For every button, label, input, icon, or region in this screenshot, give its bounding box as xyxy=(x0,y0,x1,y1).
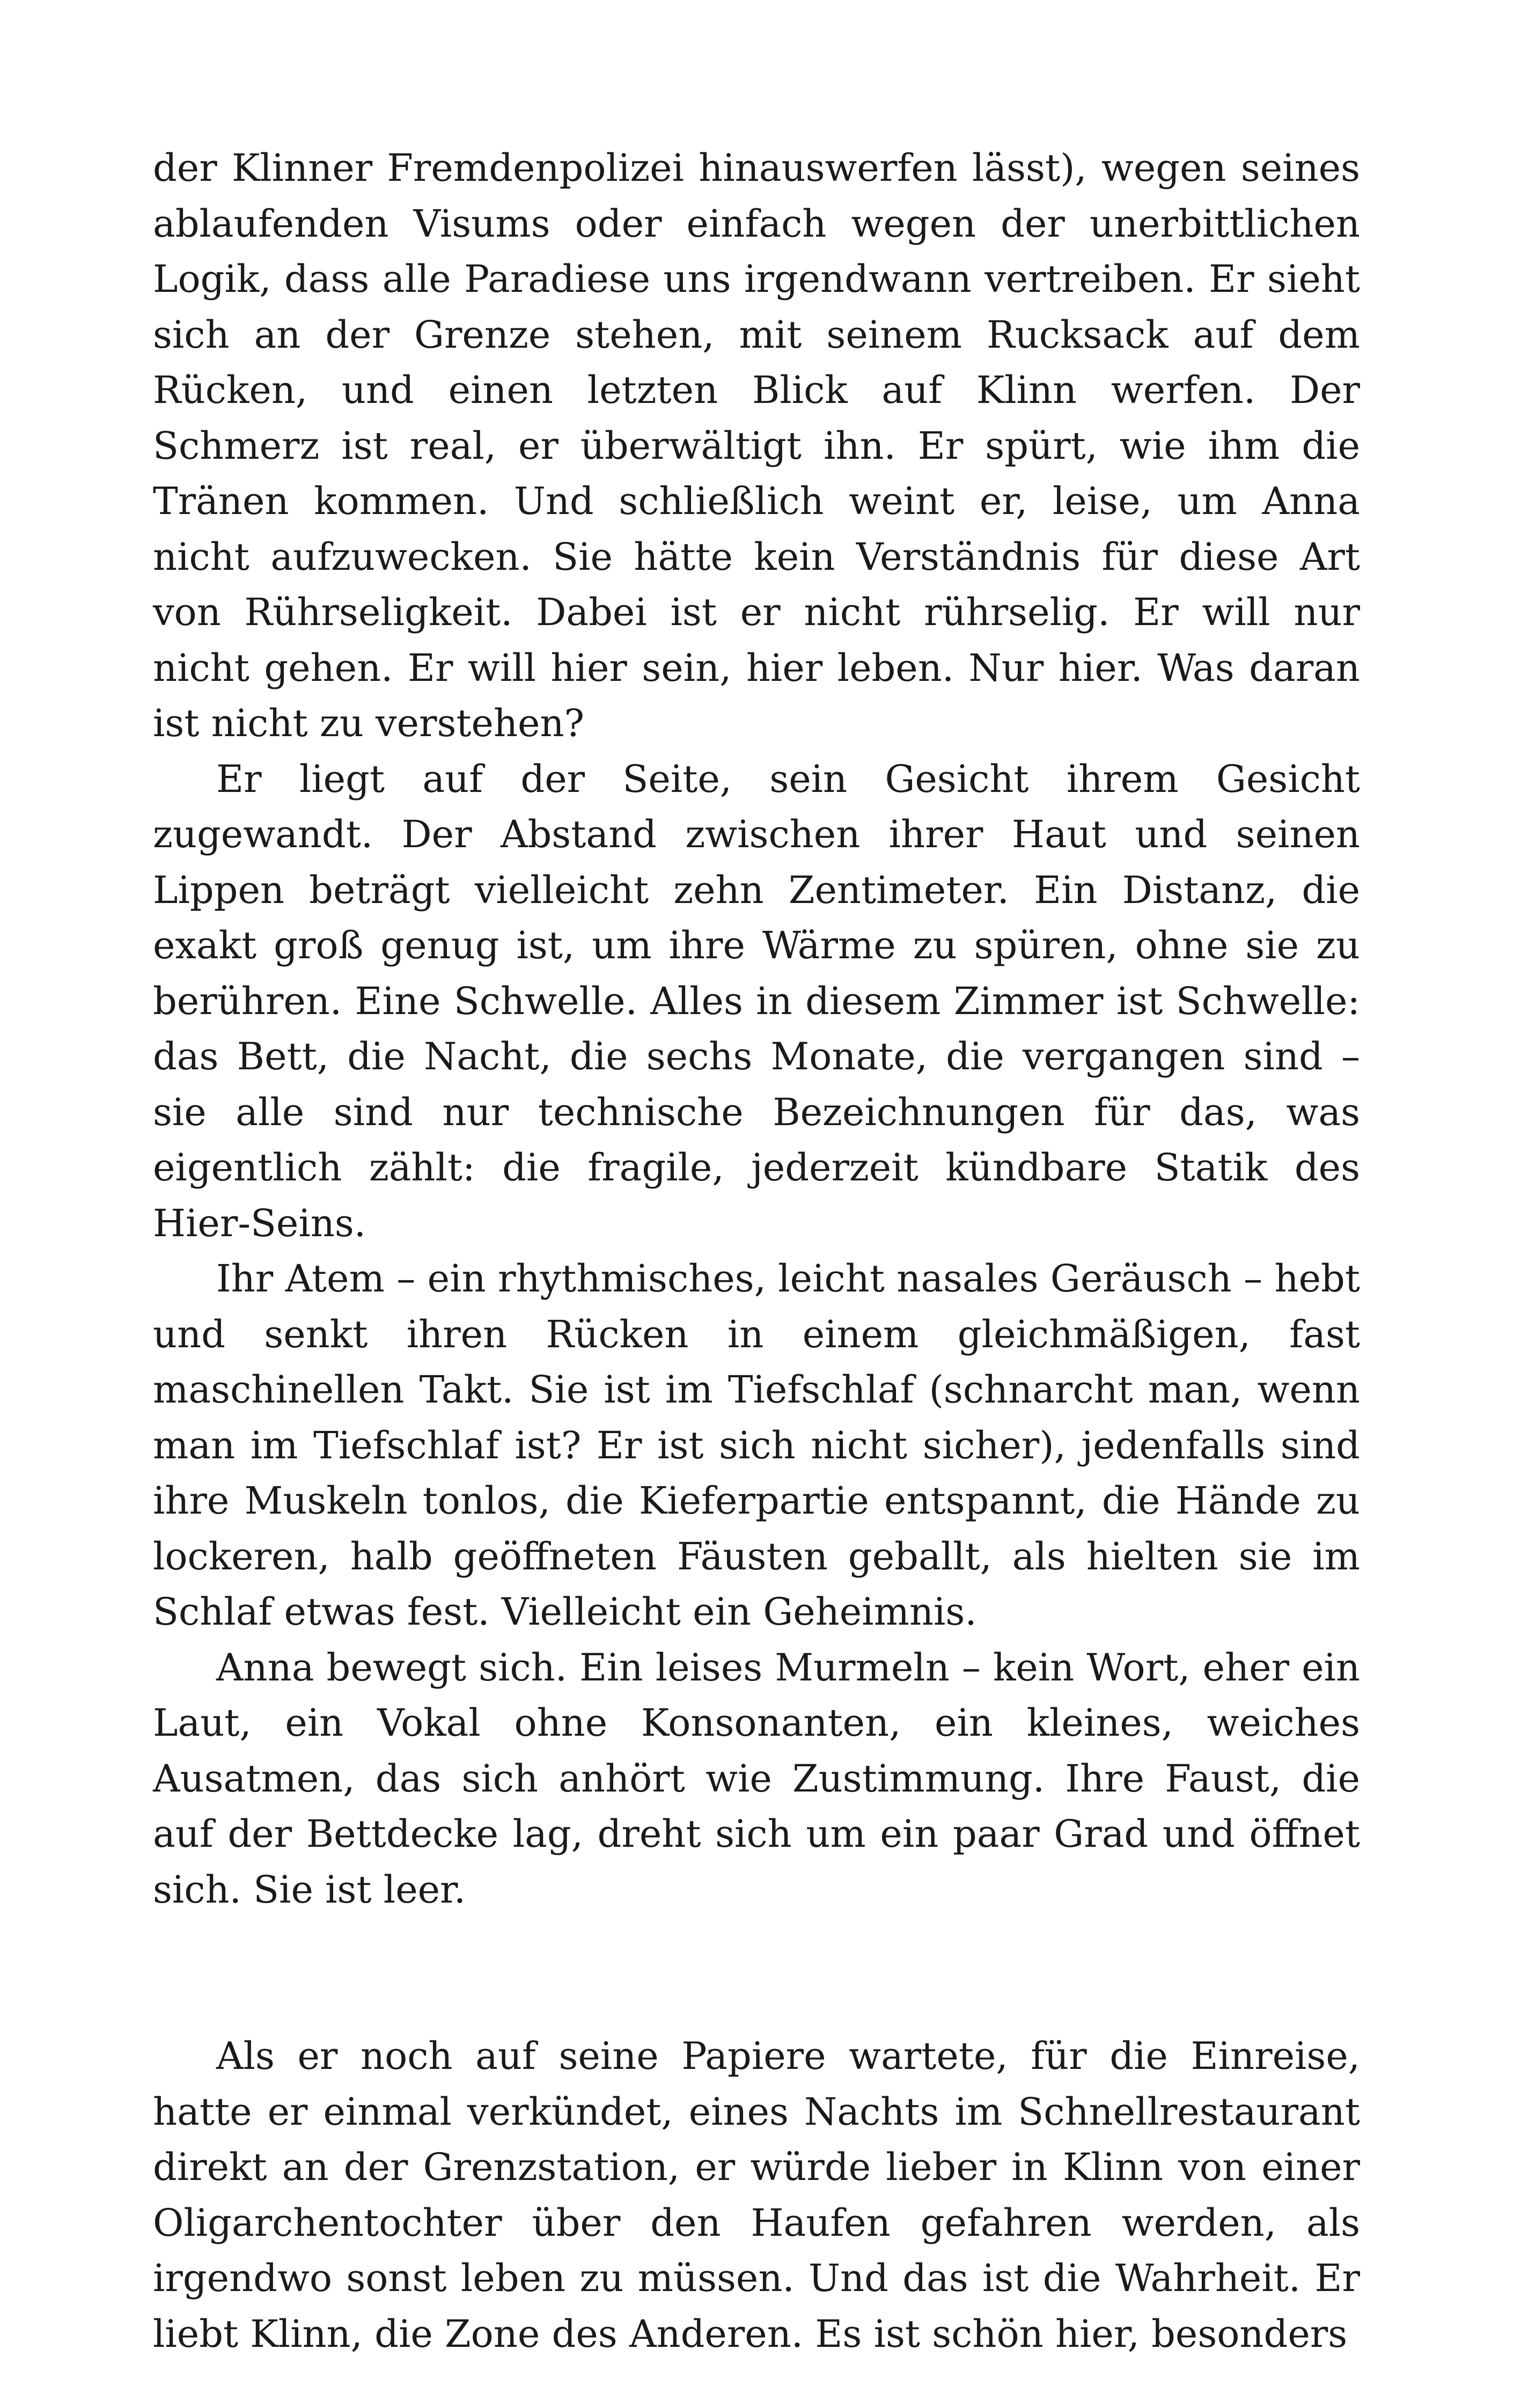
paragraph-threshold: Er liegt auf der Seite, sein Gesicht ihrem Gesicht zugewandt. Der Abstand zwischen ihrer Haut und seinen Lippen beträgt vielleicht zehn Zentimeter. Ein Distanz, die exakt groß genug ist, um ihre Wärme zu spüren, ohne sie zu berühren. Eine Schwelle. Alles in diesem Zimmer ist Schwelle: das Bett, die Nacht, die sechs Monate, die vergangen sind – sie alle sind nur technische Bezeichnungen für das, was eigentlich zählt: die fragile, jederzeit kündbare Statik des Hier-Seins. xyxy=(153,757,1360,1245)
section-break xyxy=(153,1918,1360,2029)
paragraph-anna-moves: Anna bewegt sich. Ein leises Murmeln – kein Wort, eher ein Laut, ein Vokal ohne Konsonanten, ein kleines, weiches Ausatmen, das sich anhört wie Zustimmung. Ihre Faust, die auf der Bettdecke lag, dreht sich um ein paar Grad und öffnet sich. Sie ist leer. xyxy=(153,1645,1360,1912)
paragraph-papers: Als er noch auf seine Papiere wartete, für die Einreise, hatte er einmal verkündet, eines Nachts im Schnellrestaurant direkt an der Grenzstation, er würde lieber in Klinn von einer Oligarchentochter über den Haufen gefahren werden, als irgendwo sonst leben zu müssen. Und das ist die Wahrheit. Er liebt Klinn, die Zone des Anderen. Es ist schön hier, besonders xyxy=(153,2034,1360,2356)
book-page xyxy=(153,141,1360,2362)
paragraph-continuation: der Klinner Fremdenpolizei hinauswerfen lässt), wegen seines ablaufenden Visums oder einfach wegen der unerbittlichen Logik, dass alle Paradiese uns irgendwann vertreiben. Er sieht sich an der Grenze stehen, mit seinem Rucksack auf dem Rücken, und einen letzten Blick auf Klinn werfen. Der Schmerz ist real, er überwältigt ihn. Er spürt, wie ihm die Tränen kommen. Und schließlich weint er, leise, um Anna nicht aufzuwecken. Sie hätte kein Verständnis für diese Art von Rührseligkeit. Dabei ist er nicht rührselig. Er will nur nicht gehen. Er will hier sein, hier leben. Nur hier. Was daran ist nicht zu verstehen? xyxy=(153,146,1360,745)
paragraph-breathing: Ihr Atem – ein rhythmisches, leicht nasales Geräusch – hebt und senkt ihren Rücken in einem gleichmäßigen, fast maschinellen Takt. Sie ist im Tiefschlaf (schnarcht man, wenn man im Tiefschlaf ist? Er ist sich nicht sicher), jedenfalls sind ihre Muskeln tonlos, die Kieferpartie entspannt, die Hände zu lockeren, halb geöffneten Fäusten geballt, als hielten sie im Schlaf etwas fest. Vielleicht ein Geheimnis. xyxy=(153,1257,1360,1634)
